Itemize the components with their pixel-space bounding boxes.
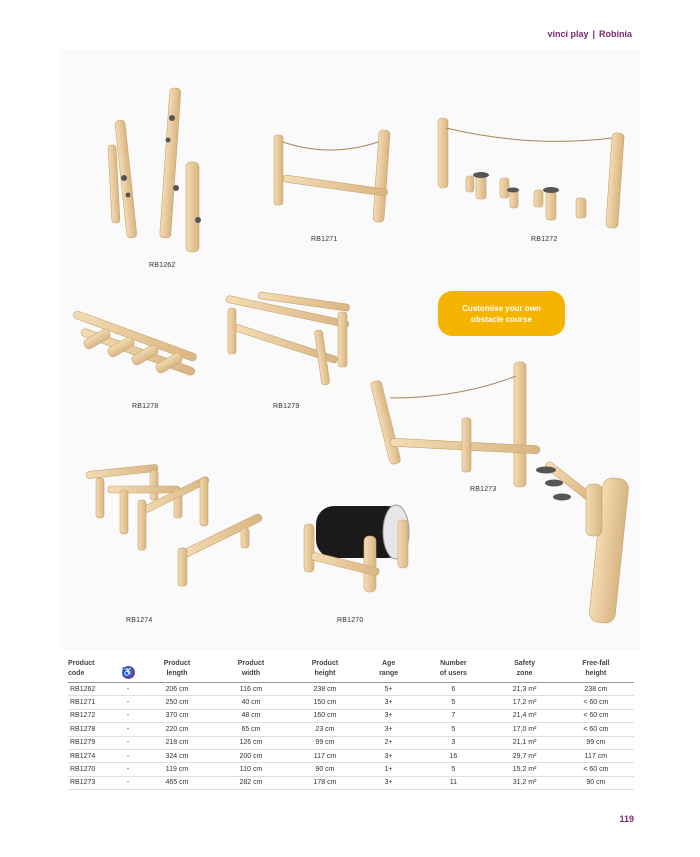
specification-table [68,659,634,790]
header-width: Product width [214,659,288,683]
cell-width: 110 cm [214,763,288,776]
cell-freefall: 99 cm [558,736,634,749]
rb1262-illustration [108,88,201,252]
label-rb1278: RB1278 [132,403,159,410]
cell-age: 5+ [362,683,415,696]
collection-name: Robinia [599,29,632,39]
table-row [68,736,634,749]
header-users: Number of users [415,659,491,683]
cell-accessibility: - [116,683,140,696]
cell-length: 250 cm [140,696,214,709]
page-number: 119 [619,814,634,824]
cell-safety: 17,0 m² [491,723,557,736]
brand-name: vinci play [547,29,589,39]
cell-width: 282 cm [214,776,288,789]
cell-height: 150 cm [288,696,362,709]
header-code: Product code [68,659,116,683]
cell-users: 3 [415,736,491,749]
cell-freefall: 117 cm [558,749,634,762]
label-rb1274: RB1274 [126,617,153,624]
cell-safety: 29,7 m² [491,749,557,762]
cell-safety: 21,3 m² [491,683,557,696]
cell-accessibility: - [116,776,140,789]
cell-accessibility: - [116,723,140,736]
cell-length: 220 cm [140,723,214,736]
customise-callout [438,291,565,336]
table-row [68,749,634,762]
cell-users: 5 [415,763,491,776]
cell-height: 23 cm [288,723,362,736]
cell-height: 90 cm [288,763,362,776]
cell-code: RB1278 [68,723,116,736]
wheelchair-icon: ♿ [122,667,134,677]
label-rb1270: RB1270 [337,617,364,624]
cell-accessibility: - [116,709,140,722]
rb1278-illustration [73,310,198,376]
header-safety: Safety zone [491,659,557,683]
cell-safety: 17,2 m² [491,696,557,709]
cell-height: 99 cm [288,736,362,749]
cell-code: RB1272 [68,709,116,722]
label-rb1279: RB1279 [273,403,300,410]
cell-length: 119 cm [140,763,214,776]
cell-age: 2+ [362,736,415,749]
cell-width: 200 cm [214,749,288,762]
cell-age: 3+ [362,696,415,709]
cell-code: RB1273 [68,776,116,789]
cell-code: RB1279 [68,736,116,749]
cell-age: 3+ [362,776,415,789]
cell-freefall: < 60 cm [558,696,634,709]
cell-code: RB1262 [68,683,116,696]
header-height: Product height [288,659,362,683]
cell-safety: 21,1 m² [491,736,557,749]
cell-users: 11 [415,776,491,789]
rb1270-illustration [304,505,409,592]
cell-width: 48 cm [214,709,288,722]
cell-freefall: 90 cm [558,776,634,789]
callout-text: Customise your own obstacle course [462,303,541,324]
cell-age: 3+ [362,709,415,722]
cell-length: 206 cm [140,683,214,696]
header-separator: | [592,29,595,39]
cell-users: 6 [415,683,491,696]
cell-freefall: < 60 cm [558,709,634,722]
cell-freefall: < 60 cm [558,723,634,736]
table-row [68,709,634,722]
cell-height: 238 cm [288,683,362,696]
cell-width: 126 cm [214,736,288,749]
cell-users: 5 [415,723,491,736]
cell-height: 178 cm [288,776,362,789]
table-row [68,763,634,776]
cell-length: 370 cm [140,709,214,722]
cell-users: 5 [415,696,491,709]
table-row [68,723,634,736]
cell-accessibility: - [116,749,140,762]
cell-length: 218 cm [140,736,214,749]
cell-users: 16 [415,749,491,762]
cell-age: 3+ [362,723,415,736]
table-row [68,696,634,709]
table-header-row [68,659,634,683]
rb1272-illustration [438,118,624,228]
cell-length: 465 cm [140,776,214,789]
header-length: Product length [140,659,214,683]
label-rb1262: RB1262 [149,262,176,269]
cell-accessibility: - [116,736,140,749]
cell-height: 117 cm [288,749,362,762]
cell-age: 1+ [362,763,415,776]
cell-code: RB1274 [68,749,116,762]
rb1273-illustration [370,362,629,624]
cell-length: 324 cm [140,749,214,762]
cell-users: 7 [415,709,491,722]
label-rb1273: RB1273 [470,486,497,493]
table-row [68,683,634,696]
cell-freefall: < 60 cm [558,763,634,776]
cell-width: 116 cm [214,683,288,696]
table-row [68,776,634,789]
cell-accessibility: - [116,763,140,776]
rb1271-illustration [274,130,390,223]
cell-freefall: 238 cm [558,683,634,696]
label-rb1272: RB1272 [531,236,558,243]
label-rb1271: RB1271 [311,236,338,243]
cell-safety: 15,2 m² [491,763,557,776]
cell-safety: 21,4 m² [491,709,557,722]
cell-width: 65 cm [214,723,288,736]
header-freefall: Free-fall height [558,659,634,683]
cell-safety: 31,2 m² [491,776,557,789]
header-accessibility [116,659,140,683]
cell-age: 3+ [362,749,415,762]
cell-code: RB1270 [68,763,116,776]
cell-height: 160 cm [288,709,362,722]
cell-code: RB1271 [68,696,116,709]
cell-accessibility: - [116,696,140,709]
header-age: Age range [362,659,415,683]
cell-width: 40 cm [214,696,288,709]
rb1274-illustration [86,464,263,586]
rb1279-illustration [226,292,350,386]
